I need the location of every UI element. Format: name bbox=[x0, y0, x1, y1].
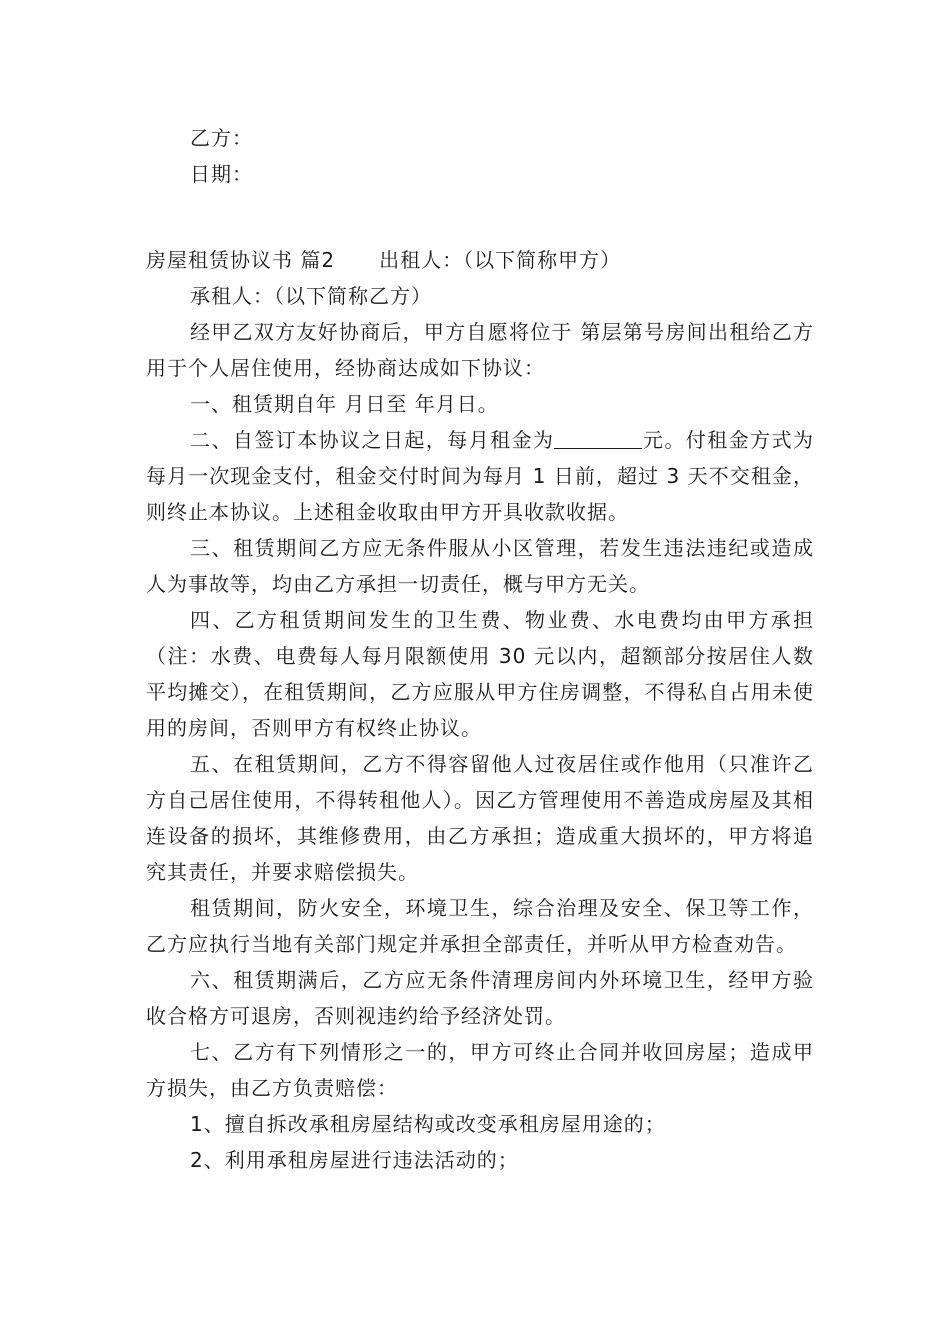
clause-2-text-after: 元。付租金方式为每月一次现金支付，租金交付时间为每月 1 日前，超过 3 天不交租金，则终止本协议。上述租金收取由甲方开具收款收据。 bbox=[146, 428, 815, 524]
rent-amount-blank bbox=[554, 426, 642, 449]
clause-4-fees: 四、乙方租赁期间发生的卫生费、物业费、水电费均由甲方承担（注：水费、电费每人每月限额使用 30 元以内，超额部分按居住人数平均摊交），在租赁期间，乙方应服从甲方住房调整，不得私自占用未使用的房间，否则甲方有权终止协议。 bbox=[146, 608, 814, 740]
clause-7-item-1: 1、擅自拆改承租房屋结构或改变承租房屋用途的； bbox=[190, 1112, 666, 1136]
clause-5-usage: 五、在租赁期间，乙方不得容留他人过夜居住或作他用（只准许乙方自己居住使用，不得转租他人）。因乙方管理使用不善造成房屋及其相连设备的损坏，其维修费用，由乙方承担；造成重大损坏的，甲方将追究其责任，并要求赔偿损失。 bbox=[146, 752, 814, 884]
party-b-signature-line: 乙方： bbox=[190, 126, 253, 150]
lessee-line: 承租人：（以下简称乙方） bbox=[190, 284, 432, 308]
clause-2-rent bbox=[146, 422, 814, 530]
clause-7-item-2: 2、利用承租房屋进行违法活动的； bbox=[190, 1148, 519, 1172]
clause-3-management: 三、租赁期间乙方应无条件服从小区管理，若发生违法违纪或造成人为事故等，均由乙方承担一切责任，概与甲方无关。 bbox=[146, 536, 814, 596]
clause-7-termination: 七、乙方有下列情形之一的，甲方可终止合同并收回房屋；造成甲方损失，由乙方负责赔偿： bbox=[146, 1040, 814, 1100]
agreement-heading bbox=[146, 242, 814, 278]
date-signature-line: 日期： bbox=[190, 162, 253, 186]
clause-1-lease-term: 一、租赁期自年 月日至 年月日。 bbox=[190, 392, 499, 416]
clause-6-moveout: 六、租赁期满后，乙方应无条件清理房间内外环境卫生，经甲方验收合格方可退房，否则视违约给予经济处罚。 bbox=[146, 968, 814, 1028]
intro-paragraph: 经甲乙双方友好协商后，甲方自愿将位于 第层第号房间出租给乙方用于个人居住使用，经协商达成如下协议： bbox=[146, 320, 814, 380]
lessor-line: 出租人：（以下简称甲方） bbox=[379, 248, 622, 272]
clause-2-text-before: 二、自签订本协议之日起，每月租金为 bbox=[190, 428, 555, 452]
document-body bbox=[146, 120, 814, 1178]
agreement-title: 房屋租赁协议书 篇2 bbox=[146, 248, 336, 272]
clause-safety: 租赁期间，防火安全，环境卫生，综合治理及安全、保卫等工作，乙方应执行当地有关部门规定并承担全部责任，并听从甲方检查劝告。 bbox=[146, 896, 814, 956]
